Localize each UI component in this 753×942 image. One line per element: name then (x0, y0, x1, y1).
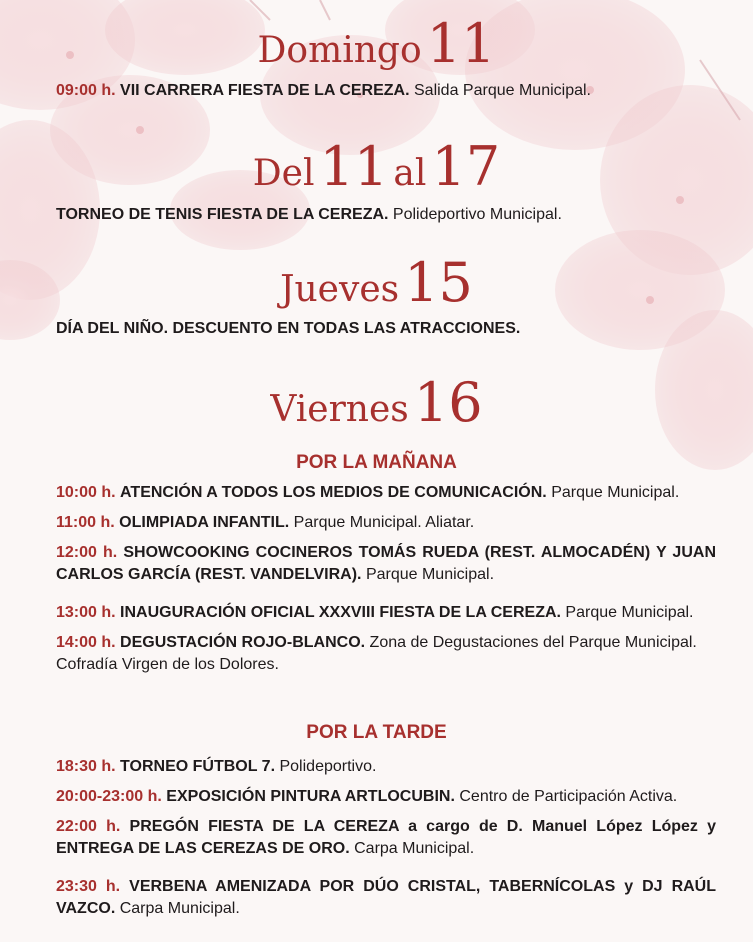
event-line (56, 512, 716, 534)
event-time: 11:00 h. (56, 514, 115, 531)
heading-number: 17 (431, 135, 501, 198)
event-line (56, 632, 716, 676)
event-title: SHOWCOOKING COCINEROS TOMÁS RUEDA (REST. ALMOCADÉN) Y JUAN CARLOS GARCÍA (REST. VANDELVIRA). (56, 544, 716, 583)
heading-word: Jueves (280, 269, 400, 310)
heading-del-al (0, 135, 753, 198)
event-title: ATENCIÓN A TODOS LOS MEDIOS DE COMUNICACIÓN. (120, 484, 547, 501)
event-line (56, 816, 716, 860)
section-morning-title: POR LA MAÑANA (296, 452, 457, 473)
event-line (56, 80, 716, 102)
event-line (56, 786, 716, 808)
event-time: 18:30 h. (56, 758, 116, 775)
heading-viernes (0, 371, 753, 434)
event-place: Centro de Participación Activa. (459, 788, 678, 805)
event-line (56, 482, 716, 504)
event-title: TORNEO DE TENIS FIESTA DE LA CEREZA. (56, 206, 389, 223)
event-title: EXPOSICIÓN PINTURA ARTLOCUBIN. (166, 788, 455, 805)
event-place: Carpa Municipal. (119, 900, 240, 917)
event-place: Salida Parque Municipal. (414, 82, 591, 99)
event-title: TORNEO FÚTBOL 7. (120, 758, 276, 775)
event-place: Zona de Degustaciones del Parque Municipal. Cofradía Virgen de los Dolores. (56, 634, 697, 673)
event-title: DEGUSTACIÓN ROJO-BLANCO. (120, 634, 366, 651)
event-place: Parque Municipal. Aliatar. (293, 514, 475, 531)
event-line (56, 876, 716, 920)
event-title: INAUGURACIÓN OFICIAL XXXVIII FIESTA DE LA CEREZA. (120, 604, 561, 621)
heading-number: 11 (426, 12, 496, 75)
heading-word: al (393, 153, 427, 194)
event-place: Parque Municipal. (551, 484, 680, 501)
heading-word: Viernes (270, 389, 409, 430)
event-line (56, 318, 716, 340)
heading-word: Del (252, 153, 315, 194)
event-title: DÍA DEL NIÑO. DESCUENTO EN TODAS LAS ATRACCIONES. (56, 320, 521, 337)
event-title: VII CARRERA FIESTA DE LA CEREZA. (120, 82, 410, 99)
event-time: 14:00 h. (56, 634, 116, 651)
event-place: Carpa Municipal. (354, 840, 475, 857)
heading-word: Domingo (257, 30, 422, 71)
event-time: 20:00-23:00 h. (56, 788, 162, 805)
heading-domingo (0, 12, 753, 75)
event-line (56, 756, 716, 778)
event-time: 12:00 h. (56, 544, 118, 561)
event-line (56, 204, 716, 226)
event-time: 09:00 h. (56, 82, 116, 99)
event-line (56, 542, 716, 586)
event-time: 23:30 h. (56, 878, 121, 895)
event-title: PREGÓN FIESTA DE LA CEREZA a cargo de D. Manuel López López y ENTREGA DE LAS CEREZAS DE ORO. (56, 818, 717, 857)
event-title: OLIMPIADA INFANTIL. (119, 514, 290, 531)
event-time: 13:00 h. (56, 604, 116, 621)
event-time: 10:00 h. (56, 484, 116, 501)
event-place: Polideportivo Municipal. (392, 206, 562, 223)
event-time: 22:00 h. (56, 818, 121, 835)
heading-jueves (0, 251, 753, 314)
event-place: Parque Municipal. (365, 566, 495, 583)
heading-number: 16 (413, 371, 483, 434)
event-line (56, 602, 716, 624)
heading-number: 15 (404, 251, 473, 314)
event-place: Parque Municipal. (565, 604, 694, 621)
event-place: Polideportivo. (279, 758, 377, 775)
section-afternoon-title: POR LA TARDE (306, 722, 447, 743)
heading-number: 11 (319, 135, 389, 198)
event-title: VERBENA AMENIZADA POR DÚO CRISTAL, TABERNÍCOLAS y DJ RAÚL VAZCO. (56, 878, 717, 917)
